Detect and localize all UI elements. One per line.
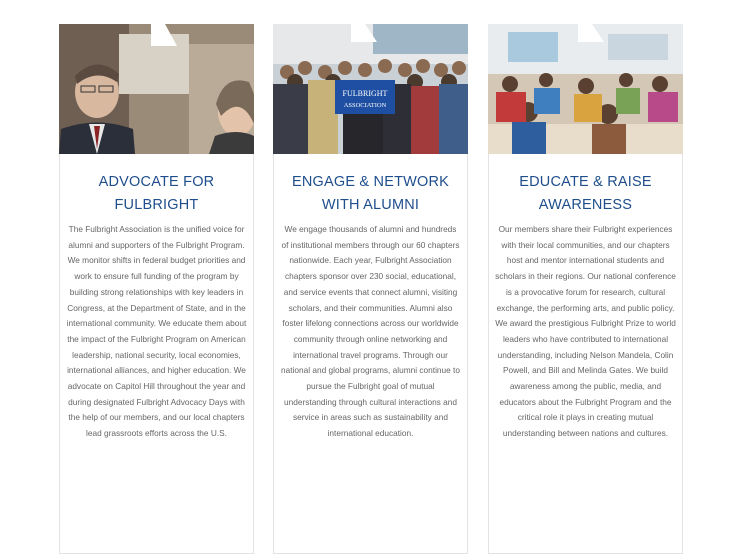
card-advocate [59, 24, 254, 554]
card-engage [273, 24, 468, 554]
card-title-line: FULBRIGHT [114, 196, 199, 213]
alumni-group-photo [273, 24, 468, 154]
card-title [489, 171, 682, 216]
banner-text: FULBRIGHT [342, 89, 388, 98]
card-title-line: WITH ALUMNI [321, 196, 420, 213]
card-description: We engage thousands of alumni and hundreds of institutional members through our 60 chapters nationwide. Each year, Fulbright Association chapters sponsor over 230 social, educational, and service events that connect alumni, visiting scholars, and their communities. Alumni also foster lifelong connections across our worldwide community through online networking and international travel programs. Through our national and global programs, alumni continue to pursue the Fulbright goal of mutual understanding through cultural interactions and service in areas such as sustainability and international education. [281, 224, 460, 439]
card-title [60, 171, 253, 216]
card-description: The Fulbright Association is the unified voice for alumni and supporters of the Fulbright Program. We monitor shifts in federal budget priorities and work to ensure full funding of the program by building strong relationships with key leaders in Congress, at the Department of State, and in the international community. We educate them about the impact of the Fulbright Program on American leadership, national security, local economies, international alliances, and higher education. We advocate on Capitol Hill throughout the year and during designated Fulbright Advocacy Days with the help of our members, and our local chapters lead grassroots efforts across the U.S. [66, 224, 247, 439]
banner-text: ASSOCIATION [343, 102, 387, 109]
card-title-line: ADVOCATE FOR [98, 174, 215, 190]
classroom-photo [488, 24, 683, 154]
card-title-line: AWARENESS [538, 196, 633, 213]
card-title-line: EDUCATE & RAISE [519, 174, 652, 190]
card-educate [488, 24, 683, 554]
advocacy-meeting-photo [59, 24, 254, 154]
card-description: Our members share their Fulbright experiences with their local communities, and our chapters host and mentor international students and scholars in their regions. Our national conference is a provocative forum for research, cultural exchange, the performing arts, and public policy. We award the prestigious Fulbright Prize to world leaders who have contributed to international understanding, including Nelson Mandela, Colin Powell, and Bill and Melinda Gates. We build awareness among the public, media, and educators about the Fulbright Program and the critical role it plays in creating mutual understanding between nations and cultures. [495, 224, 676, 439]
card-title-line: ENGAGE & NETWORK [291, 174, 450, 190]
card-title [274, 171, 467, 216]
